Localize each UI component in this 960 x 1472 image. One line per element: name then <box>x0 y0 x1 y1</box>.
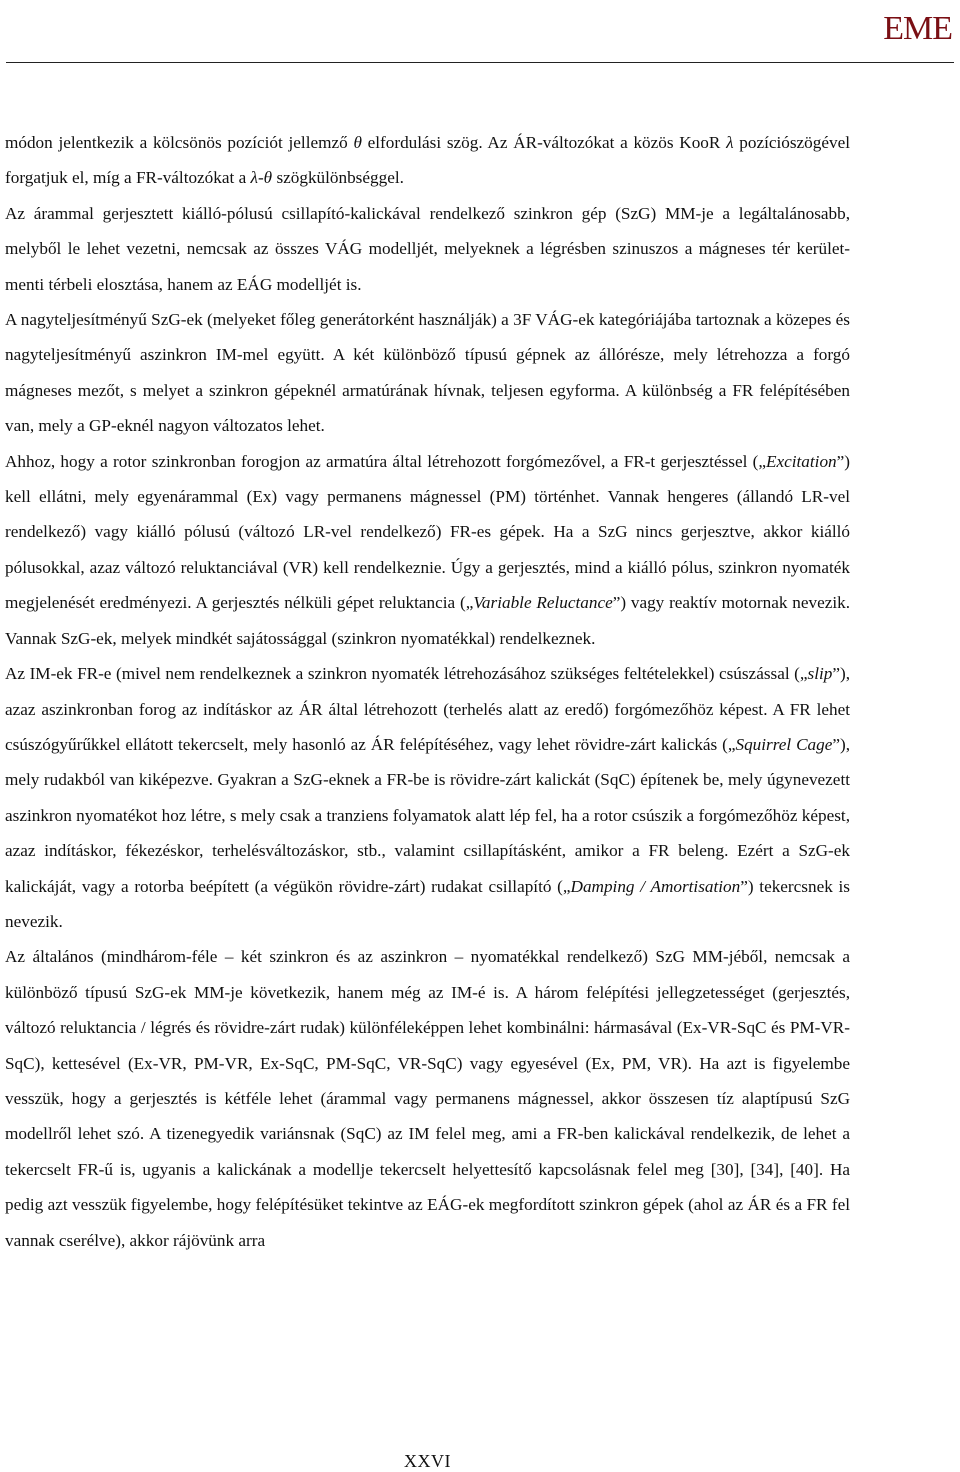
italic-term: slip <box>807 664 833 684</box>
paragraph-6: Az általános (mindhárom-féle – két szinkron és az aszinkron – nyomatékkal rendelkező) SzG MM-jéből, nemcsak a különböző típusú SzG-ek MM-je következik, hanem még az IM-é is. A három felépítési jellegzetességet (gerjesztés, változó reluktancia / légrés és rövidre-zárt rudak) különféleképpen lehet kombinálni: hármasával (Ex-VR-SqC és PM-VR-SqC), kettesével (Ex-VR, PM-VR, Ex-SqC, PM-SqC, VR-SqC) vagy egyesével (Ex, PM, VR). Ha azt is figyelembe vesszük, hogy a gerjesztés is kétféle lehet (árammal vagy permanens mágnessel, akkor összesen tíz alaptípusú SzG modellről lehet szó. A tizenegyedik variánsnak (SqC) az IM felel meg, ami a FR-ben kalickával rendelkezik, de lehet a tekercselt FR-ű is, ugyanis a kalickának a modellje tekercselt helyettesítő kapcsolásnak felel meg [30], [34], [40]. Ha pedig azt vesszük figyelembe, hogy felépítésüket tekintve az EÁG-ek megfordított szinkron gépek (ahol az ÁR és a FR fel vannak cserélve), akkor rájövünk arra <box>5 947 850 1250</box>
paragraph-1: módon jelentkezik a kölcsönös pozíciót jellemző θ elfordulási szög. Az ÁR-változókat a közös KooR λ pozíciószögével forgatjuk el, míg a FR-változókat a λ-θ szögkülönbséggel. <box>5 133 850 188</box>
header-divider <box>6 62 954 63</box>
italic-term: Variable Reluctance <box>473 593 613 613</box>
italic-term: Squirrel Cage <box>735 734 833 754</box>
paragraph-2: Az árammal gerjesztett kiálló-pólusú csillapító-kalickával rendelkező szinkron gép (SzG) MM-je a legáltalánosabb, melyből le lehet vezetni, nemcsak az összes VÁG modelljét, melyeknek a légrésben szinuszos a mágneses tér kerület-menti térbeli elosztása, hanem az EÁG modelljét is. <box>5 203 850 294</box>
italic-term: Damping / Amortisation <box>570 876 741 896</box>
paragraph-5: Az IM-ek FR-e (mivel nem rendelkeznek a szinkron nyomaték létrehozásához szükséges feltételekkel) csúszással („slip”), azaz aszinkronban forog az indításkor az ÁR által létrehozott (terhelés alatt az eredő) forgómezőhöz képest. A FR lehet csúszógyűrűkkel ellátott tekercselt, mely hasonló az ÁR felépítéséhez, vagy lehet rövidre-zárt kalickás („Squirrel Cage”), mely rudakból van kiképezve. Gyakran a SzG-eknek a FR-be is rövidre-zárt kalickát (SqC) építenek be, mely úgynevezett aszinkron nyomatékot hoz létre, s mely csak a tranziens folyamatok alatt lép fel, ha a rotor csúszik a forgómezőhöz képest, azaz indításkor, fékezéskor, terhelésváltozáskor, stb., valamint csillapításként, amikor a FR beleng. Ezért a SzG-ek kalickáját, vagy a rotorba beépített (a végükön rövidre-zárt) rudakat csillapító („Damping / Amortisation”) tekercsnek is nevezik. <box>5 664 850 931</box>
italic-term: λ <box>726 133 734 152</box>
italic-term: θ <box>353 133 362 152</box>
italic-term: Excitation <box>766 451 837 471</box>
paragraph-4: Ahhoz, hogy a rotor szinkronban forogjon az armatúra által létrehozott forgómezővel, a FR-t gerjesztéssel („Excitation”) kell ellátni, mely egyenárammal (Ex) vagy permanens mágnessel (PM) történhet. Vannak hengeres (állandó LR-vel rendelkező) vagy kiálló pólusú (változó LR-vel rendelkező) FR-es gépek. Ha a SzG nincs gerjesztve, akkor kiálló pólusokkal, azaz változó reluktanciával (VR) kell rendelkeznie. Úgy a gerjesztés, mind a kiálló pólus, szinkron nyomaték megjelenését eredményezi. A gerjesztés nélküli gépet reluktancia („Variable Reluctance”) vagy reaktív motornak nevezik. Vannak SzG-ek, melyek mindkét sajátossággal (szinkron nyomatékkal) rendelkeznek. <box>5 451 851 648</box>
page-number: XXVI <box>404 1451 451 1471</box>
italic-term: λ-θ <box>250 168 273 188</box>
journal-logo: EME <box>883 10 952 47</box>
paragraph-3: A nagyteljesítményű SzG-ek (melyeket főleg generátorként használják) a 3F VÁG-ek kategóriájába tartoznak a közepes és nagyteljesítményű aszinkron IM-mel együtt. A két különböző típusú gépnek az állórésze, mely létrehozza a forgó mágneses mezőt, s melyet a szinkron gépeknél armatúrának hívnak, teljesen egyforma. A különbség a FR felépítésében van, mely a GP-eknél nagyon változatos lehet. <box>5 310 850 436</box>
body-text <box>5 125 850 1258</box>
